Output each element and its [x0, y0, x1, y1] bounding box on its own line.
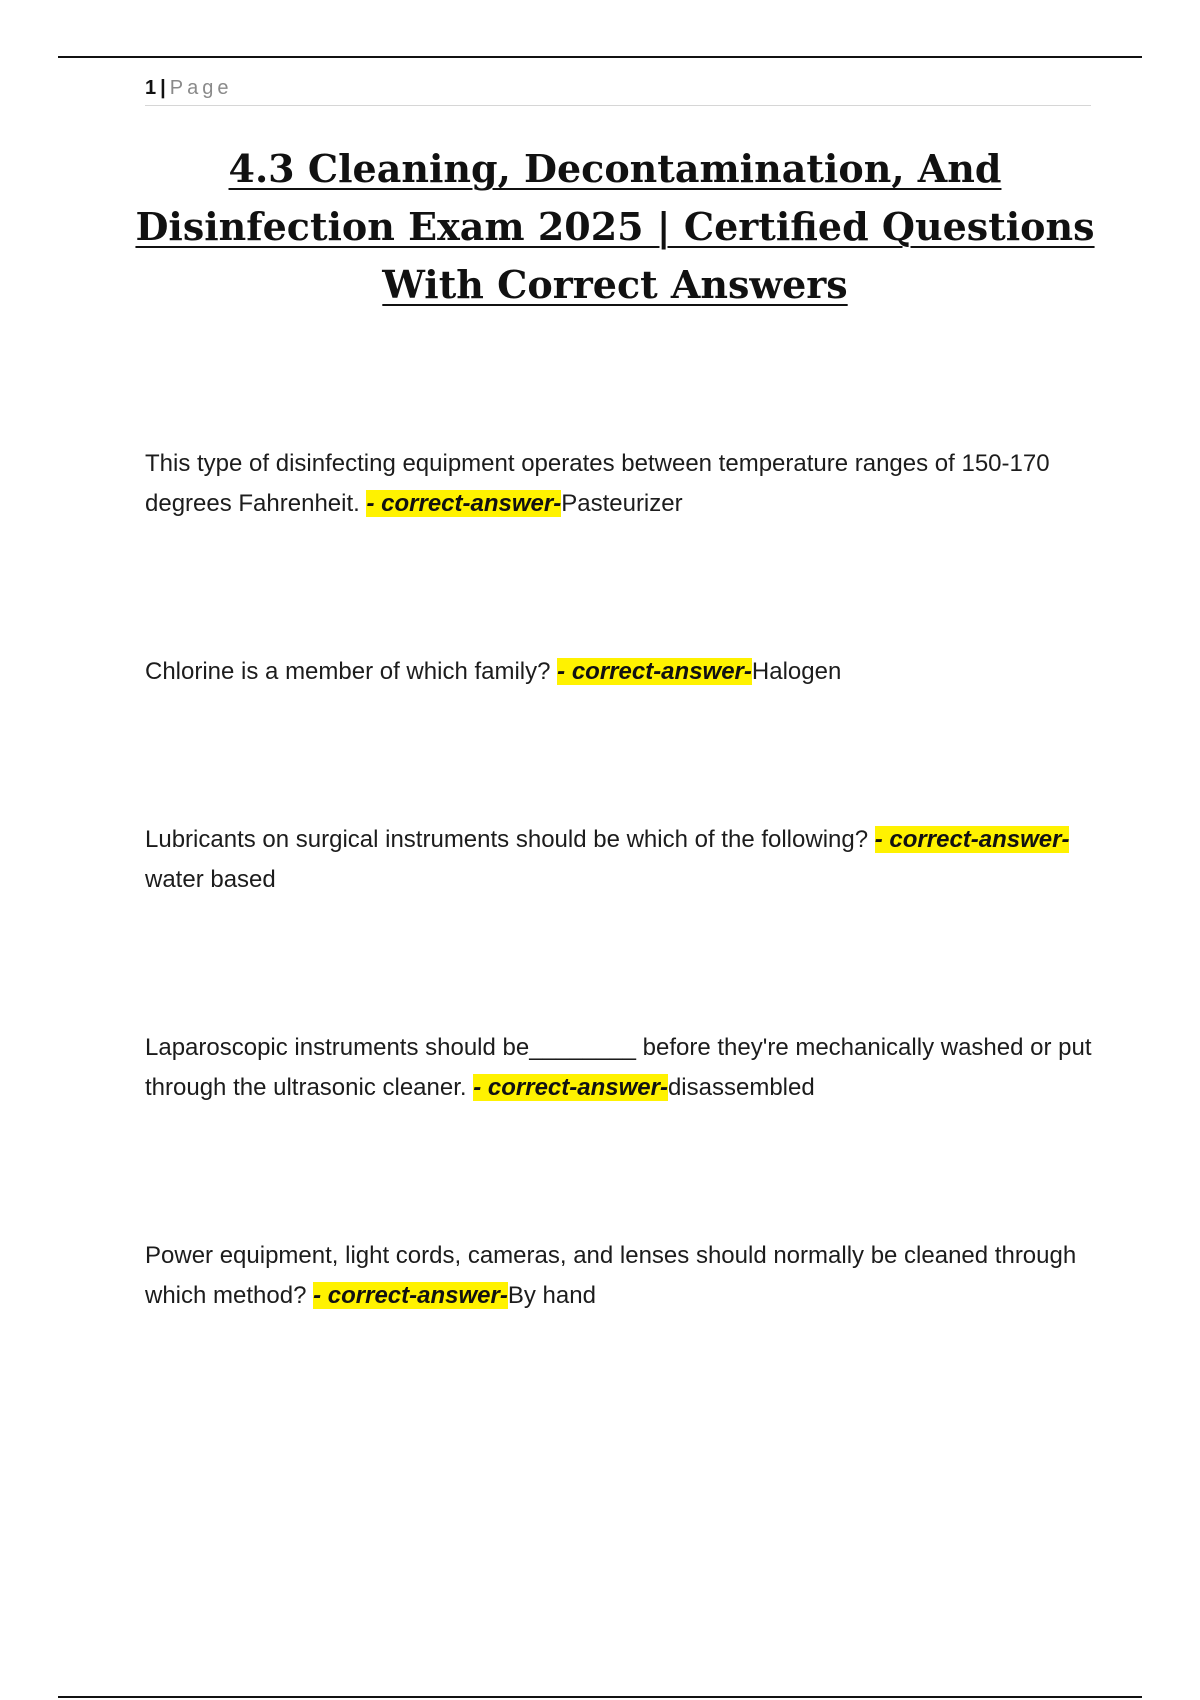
correct-answer-marker: - correct-answer- [557, 658, 752, 685]
question-text: Chlorine is a member of which family? [145, 658, 551, 685]
answer-text: Halogen [751, 658, 842, 685]
qa-item [145, 820, 1100, 900]
title-line: With Correct Answers [382, 262, 848, 307]
top-rule [58, 56, 1142, 58]
question-text: Power equipment, light cords, cameras, and lenses should normally be cleaned through which method? [145, 1242, 1077, 1309]
page-separator: | [160, 77, 166, 99]
page-word: Page [169, 77, 233, 99]
correct-answer-marker: - correct-answer- [874, 826, 1070, 853]
title-line: 4.3 Cleaning, Decontamination, And [228, 146, 1002, 191]
question-text: This type of disinfecting equipment operates between temperature ranges of 150-170 degrees Fahrenheit. [145, 450, 1050, 517]
correct-answer-marker: - correct-answer- [313, 1282, 508, 1309]
question-text: Lubricants on surgical instruments should be which of the following? [145, 826, 869, 853]
page-number: 1 [145, 77, 157, 99]
page-header [145, 75, 1091, 106]
qa-item [145, 1028, 1100, 1108]
title-line: Disinfection Exam 2025 | Certified Questions [135, 204, 1095, 249]
answer-text: By hand [507, 1282, 596, 1309]
answer-text: Pasteurizer [561, 490, 683, 517]
qa-item [145, 652, 1100, 692]
qa-item [145, 1236, 1100, 1316]
correct-answer-marker: - correct-answer- [473, 1074, 668, 1101]
answer-text: water based [145, 866, 276, 893]
document-title [100, 140, 1130, 314]
qa-item [145, 444, 1100, 524]
question-text: Laparoscopic instruments should be________ before they're mechanically washed or put through the ultrasonic cleaner. [145, 1034, 1092, 1101]
answer-text: disassembled [667, 1074, 815, 1101]
bottom-rule [58, 1696, 1142, 1698]
correct-answer-marker: - correct-answer- [366, 490, 562, 517]
